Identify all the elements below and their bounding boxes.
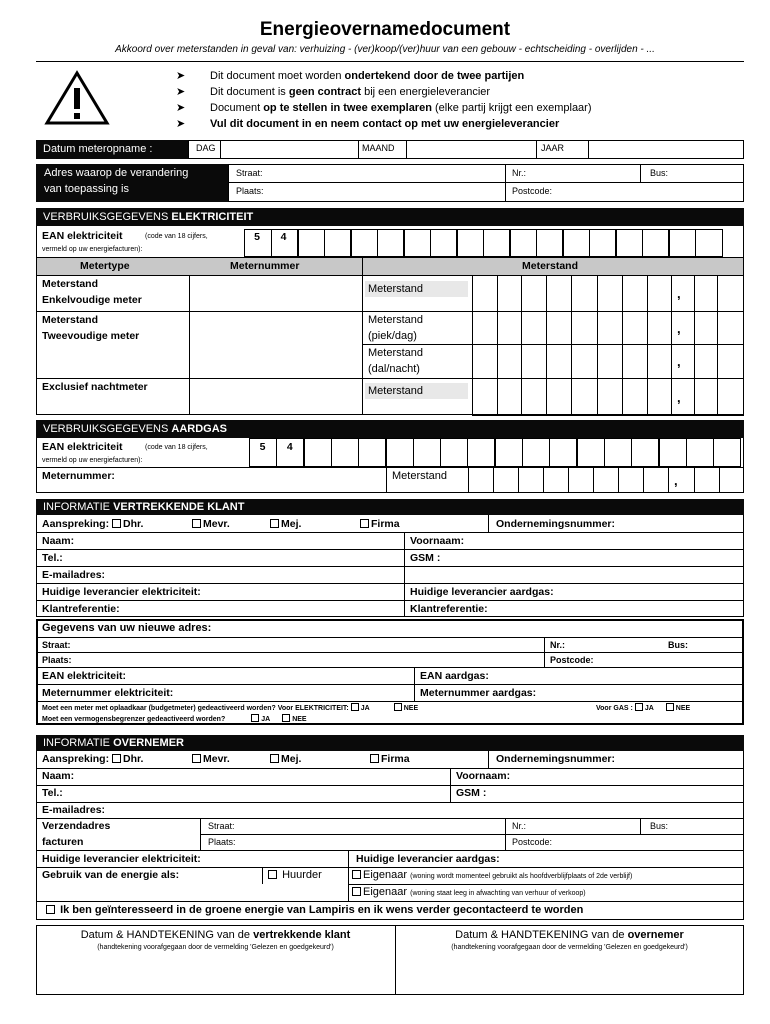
signature-note: (handtekening voorafgegaan door de vermelding 'Gelezen en goedgekeurd') (97, 944, 334, 951)
row-label: Meterstand (368, 283, 424, 295)
postcode-label: Postcode: (512, 186, 553, 196)
meterstand-digit-cell[interactable] (571, 275, 598, 312)
meterstand-digit-cell[interactable] (647, 344, 672, 379)
meterstand-digit-cell[interactable] (571, 311, 598, 345)
ean-digit-cell[interactable] (589, 229, 617, 257)
street-label: Straat: (42, 640, 71, 650)
ean-digit-cell[interactable] (386, 438, 414, 467)
ean-digit-cell[interactable] (430, 229, 458, 257)
gas-meterstand-digit-cell[interactable] (518, 467, 544, 493)
limiter-question[interactable]: Moet een vermogensbegrenzer gedeactiveerd worden? JA NEE (42, 716, 307, 723)
row-label: (piek/dag) (368, 330, 417, 342)
meterstand-digit-cell[interactable] (546, 378, 572, 416)
meterstand-digit-cell[interactable] (521, 275, 547, 312)
address-street-field[interactable] (270, 165, 504, 181)
gas-meterstand-label: Meterstand (392, 470, 448, 482)
supplier-gas-label: Huidige leverancier aardgas: (356, 853, 500, 865)
ean-prefix-digit: 5 (259, 441, 266, 453)
electricity-header: VERBRUIKSGEGEVENS ELEKTRICITEIT (43, 211, 254, 223)
title-divider (36, 61, 744, 62)
row-label: Meterstand (42, 314, 99, 326)
tel-label: Tel.: (42, 552, 63, 564)
gas-meterstand-digit-cell[interactable] (643, 467, 669, 493)
meterstand-digit-cell[interactable] (497, 275, 522, 312)
firma-checkbox[interactable]: Firma (370, 753, 410, 765)
email-label: E-mailadres: (42, 804, 106, 816)
bullet-item: ➤ Dit document is geen contract bij een energieleverancier (176, 86, 491, 98)
meterstand-digit-cell[interactable] (671, 344, 695, 379)
gas-meterstand-digit-cell[interactable] (543, 467, 569, 493)
date-label: Datum meteropname : (43, 143, 153, 155)
address-city-field[interactable] (270, 183, 504, 201)
gas-meterstand-digit-cell[interactable] (593, 467, 619, 493)
signature-right-title: Datum & HANDTEKENING van de overnemer (455, 929, 684, 941)
bullet-item: ➤ Vul dit document in en neem contact op met uw energieleverancier (176, 118, 560, 130)
budgetmeter-gas[interactable]: Voor GAS : JA NEE (596, 705, 691, 712)
year-label: JAAR (541, 143, 565, 153)
ean-digit-cell[interactable] (483, 229, 511, 257)
email-label: E-mailadres: (42, 569, 106, 581)
meterstand-digit-cell[interactable] (546, 275, 572, 312)
client-ref-label: Klantreferentie: (410, 603, 488, 615)
city-label: Plaats: (236, 186, 264, 196)
meterstand-digit-cell[interactable] (671, 275, 695, 312)
billing-address-label: facturen (42, 836, 84, 848)
meterstand-digit-cell[interactable] (472, 378, 498, 416)
voornaam-label: Voornaam: (410, 535, 465, 547)
ean-digit-cell[interactable] (604, 438, 632, 467)
row-label: Meterstand (42, 278, 99, 290)
ean-digit-cell[interactable] (509, 229, 537, 257)
meterstand-digit-cell[interactable] (694, 344, 718, 379)
row-label: Enkelvoudige meter (42, 294, 142, 306)
decimal-comma: , (677, 390, 681, 405)
ean-digit-cell[interactable] (456, 229, 484, 257)
gas-meterstand-digit-cell[interactable] (618, 467, 644, 493)
signature-field-taker[interactable] (397, 956, 742, 993)
meterstand-digit-cell[interactable] (546, 311, 572, 345)
meterstand-digit-cell[interactable] (717, 275, 744, 312)
aanspreking-row[interactable]: Aanspreking: Dhr. (42, 753, 144, 765)
gas-meterstand-digit-cell[interactable] (468, 467, 494, 493)
gas-meterstand-digit-cell[interactable] (668, 467, 695, 493)
signature-left-title: Datum & HANDTEKENING van de vertrekkende klant (80, 929, 351, 941)
ean-note: vermeld op uw energiefacturen): (42, 457, 143, 464)
meterstand-digit-cell[interactable] (694, 311, 718, 345)
meterstand-digit-cell[interactable] (671, 378, 695, 416)
meterstand-digit-cell[interactable] (694, 378, 718, 416)
meterstand-digit-cell[interactable] (647, 311, 672, 345)
ean-digit-cell[interactable] (549, 438, 577, 467)
ean-digit-cell[interactable] (324, 229, 352, 257)
meterstand-digit-cell[interactable] (497, 378, 522, 416)
gas-meterstand-digit-cell[interactable] (694, 467, 720, 493)
meterstand-digit-cell[interactable] (597, 311, 623, 345)
meterstand-digit-cell[interactable] (571, 378, 598, 416)
ean-digit-cell[interactable] (467, 438, 495, 467)
meterstand-digit-cell[interactable] (546, 344, 572, 379)
bus-label: Bus: (668, 640, 688, 650)
row-label: Exclusief nachtmeter (42, 381, 148, 393)
ean-digit-cell[interactable] (631, 438, 659, 467)
ean-digit-cell[interactable] (642, 229, 670, 257)
meterstand-digit-cell[interactable] (472, 344, 498, 379)
ean-digit-cell[interactable] (713, 438, 741, 467)
meterstand-digit-cell[interactable] (717, 311, 744, 345)
signature-note: (handtekening voorafgegaan door de vermelding 'Gelezen en goedgekeurd') (451, 944, 688, 951)
naam-label: Naam: (42, 535, 75, 547)
supplier-gas-label: Huidige leverancier aardgas: (410, 586, 554, 598)
ean-digit-cell[interactable] (350, 229, 378, 257)
meterstand-digit-cell[interactable] (472, 275, 498, 312)
ean-gas-label: EAN elektriciteit (42, 441, 123, 453)
month-label: MAAND (362, 143, 395, 153)
address-label: Adres waarop de verandering (44, 167, 189, 179)
departing-header: INFORMATIE VERTREKKENDE KLANT (43, 501, 245, 513)
ean-digit-cell[interactable] (562, 229, 590, 257)
owner-occupied-checkbox[interactable]: Eigenaar (woning wordt momenteel gebruikt als hoofdverblijfplaats of 2de verblijf) (352, 869, 632, 881)
gsm-label: GSM : (410, 552, 441, 564)
usage-label: Gebruik van de energie als: (42, 869, 180, 881)
ean-elec-label: EAN elektriciteit: (42, 670, 127, 682)
ean-digit-cell[interactable] (413, 438, 441, 467)
aanspreking-row[interactable]: Aanspreking: Dhr. (42, 518, 144, 530)
meterstand-digit-cell[interactable] (717, 344, 744, 379)
tel-label: Tel.: (42, 787, 63, 799)
row-label: Meterstand (368, 347, 424, 359)
decimal-comma: , (677, 286, 681, 301)
supplier-elec-label: Huidige leverancier elektriciteit: (42, 853, 201, 865)
firma-checkbox[interactable]: Firma (360, 518, 400, 530)
address-label: van toepassing is (44, 183, 129, 195)
year-field[interactable] (589, 141, 743, 158)
ean-digit-cell[interactable] (440, 438, 468, 467)
bullet-item: ➤ Document op te stellen in twee exemplaren (elke partij krijgt een exemplaar) (176, 102, 592, 114)
meterstand-digit-cell[interactable] (671, 311, 695, 345)
meterstand-digit-cell[interactable] (521, 311, 547, 345)
ean-digit-cell[interactable] (495, 438, 523, 467)
meterstand-digit-cell[interactable] (647, 275, 672, 312)
row-label: Meterstand (368, 385, 424, 397)
ean-digit-cell[interactable] (668, 229, 696, 257)
ean-note: (code van 18 cijfers, (145, 233, 208, 240)
meterstand-digit-cell[interactable] (622, 344, 648, 379)
ean-note: vermeld op uw energiefacturen): (42, 246, 143, 253)
col-metertype: Metertype (80, 260, 130, 272)
number-label: Nr.: (512, 168, 527, 178)
decimal-comma: , (674, 473, 678, 488)
postcode-label: Postcode: (550, 655, 594, 665)
col-meterstand: Meterstand (522, 260, 579, 272)
bullet-item: ➤ Dit document moet worden ondertekend door de twee partijen (176, 70, 525, 82)
ean-prefix-digit: 4 (280, 231, 287, 243)
row-label: Meterstand (368, 314, 424, 326)
ean-digit-cell[interactable] (304, 438, 332, 467)
ean-digit-cell[interactable] (297, 229, 325, 257)
gas-meterstand-digit-cell[interactable] (493, 467, 519, 493)
ean-digit-cell[interactable] (695, 229, 723, 257)
postcode-label: Postcode: (512, 837, 553, 847)
meterstand-digit-cell[interactable] (521, 378, 547, 416)
number-label: Nr.: (550, 640, 566, 650)
ean-digit-cell[interactable] (377, 229, 405, 257)
ean-gas-label: EAN aardgas: (420, 670, 489, 682)
meterstand-digit-cell[interactable] (717, 378, 744, 416)
gsm-label: GSM : (456, 787, 487, 799)
row-label: (dal/nacht) (368, 363, 420, 375)
mej-checkbox[interactable]: Mej. (270, 753, 301, 765)
street-label: Straat: (208, 821, 235, 831)
month-field[interactable] (407, 141, 535, 158)
meterstand-digit-cell[interactable] (571, 344, 598, 379)
meterstand-digit-cell[interactable] (472, 311, 498, 345)
voornaam-label: Voornaam: (456, 770, 511, 782)
green-energy-checkbox[interactable]: Ik ben geïnteresseerd in de groene energie van Lampiris en ik wens verder gecontacteerd te worden (46, 904, 583, 916)
meterstand-digit-cell[interactable] (521, 344, 547, 379)
meterstand-digit-cell[interactable] (647, 378, 672, 416)
gas-meterstand-digit-cell[interactable] (719, 467, 744, 493)
budgetmeter-question[interactable]: Moet een meter met oplaadkaar (budgetmeter) gedeactiveerd worden? Voor ELEKTRICITEIT: JA NEE (42, 705, 419, 712)
decimal-comma: , (677, 354, 681, 369)
onderneming-label: Ondernemingsnummer: (496, 753, 616, 765)
ean-digit-cell[interactable] (536, 229, 564, 257)
new-address-header: Gegevens van uw nieuwe adres: (42, 622, 212, 634)
ean-digit-cell[interactable] (577, 438, 605, 467)
ean-digit-cell[interactable] (686, 438, 714, 467)
ean-digit-cell[interactable] (522, 438, 550, 467)
gas-header: VERBRUIKSGEGEVENS AARDGAS (43, 423, 227, 435)
page-title: Energieovernamedocument (259, 19, 511, 40)
gas-meterstand-digit-cell[interactable] (568, 467, 594, 493)
col-meternummer: Meternummer (230, 260, 300, 272)
meterstand-digit-cell[interactable] (497, 344, 522, 379)
ean-digit-cell[interactable] (659, 438, 687, 467)
ean-prefix-digit: 4 (286, 441, 293, 453)
ean-digit-cell[interactable] (331, 438, 359, 467)
meterstand-digit-cell[interactable] (694, 275, 718, 312)
meternr-gas-label: Meternummer aardgas: (420, 687, 537, 699)
mej-checkbox[interactable]: Mej. (270, 518, 301, 530)
meterstand-digit-cell[interactable] (622, 311, 648, 345)
row-label: Tweevoudige meter (42, 330, 140, 342)
ean-prefix-digit: 5 (254, 231, 260, 243)
street-label: Straat: (236, 168, 263, 178)
page-subtitle: Akkoord over meterstanden in geval van: verhuizing - (ver)koop/(ver)huur van een gebouw - echtscheiding - overlijden - ... (115, 44, 655, 55)
meterstand-digit-cell[interactable] (622, 275, 648, 312)
ean-digit-cell[interactable] (403, 229, 431, 257)
warning-icon (44, 70, 110, 126)
tenant-checkbox[interactable]: Huurder (268, 869, 322, 881)
onderneming-label: Ondernemingsnummer: (496, 518, 616, 530)
ean-digit-cell[interactable] (615, 229, 643, 257)
gas-meternummer-label: Meternummer: (42, 470, 115, 482)
client-ref-label: Klantreferentie: (42, 603, 120, 615)
ean-digit-cell[interactable] (358, 438, 386, 467)
mevr-checkbox[interactable]: Mevr. (192, 518, 230, 530)
billing-address-label: Verzendadres (42, 820, 111, 832)
day-label: DAG (196, 143, 216, 153)
decimal-comma: , (677, 321, 681, 336)
bus-label: Bus: (650, 168, 669, 178)
meterstand-digit-cell[interactable] (597, 378, 623, 416)
meternr-elec-label: Meternummer elektriciteit: (42, 687, 174, 699)
meterstand-digit-cell[interactable] (597, 344, 623, 379)
signature-field-departing[interactable] (38, 956, 393, 993)
meterstand-digit-cell[interactable] (622, 378, 648, 416)
day-field[interactable] (221, 141, 357, 158)
city-label: Plaats: (42, 655, 72, 665)
city-label: Plaats: (208, 837, 236, 847)
taker-header: INFORMATIE OVERNEMER (43, 737, 184, 749)
bus-label: Bus: (650, 821, 669, 831)
meterstand-digit-cell[interactable] (497, 311, 522, 345)
meterstand-digit-cell[interactable] (597, 275, 623, 312)
owner-vacant-checkbox[interactable]: Eigenaar (woning staat leeg in afwachting van verhuur of verkoop) (352, 886, 586, 898)
ean-note: (code van 18 cijfers, (145, 444, 208, 451)
mevr-checkbox[interactable]: Mevr. (192, 753, 230, 765)
ean-electricity-label: EAN elektriciteit (42, 230, 123, 242)
supplier-elec-label: Huidige leverancier elektriciteit: (42, 586, 201, 598)
naam-label: Naam: (42, 770, 75, 782)
number-label: Nr.: (512, 821, 527, 831)
